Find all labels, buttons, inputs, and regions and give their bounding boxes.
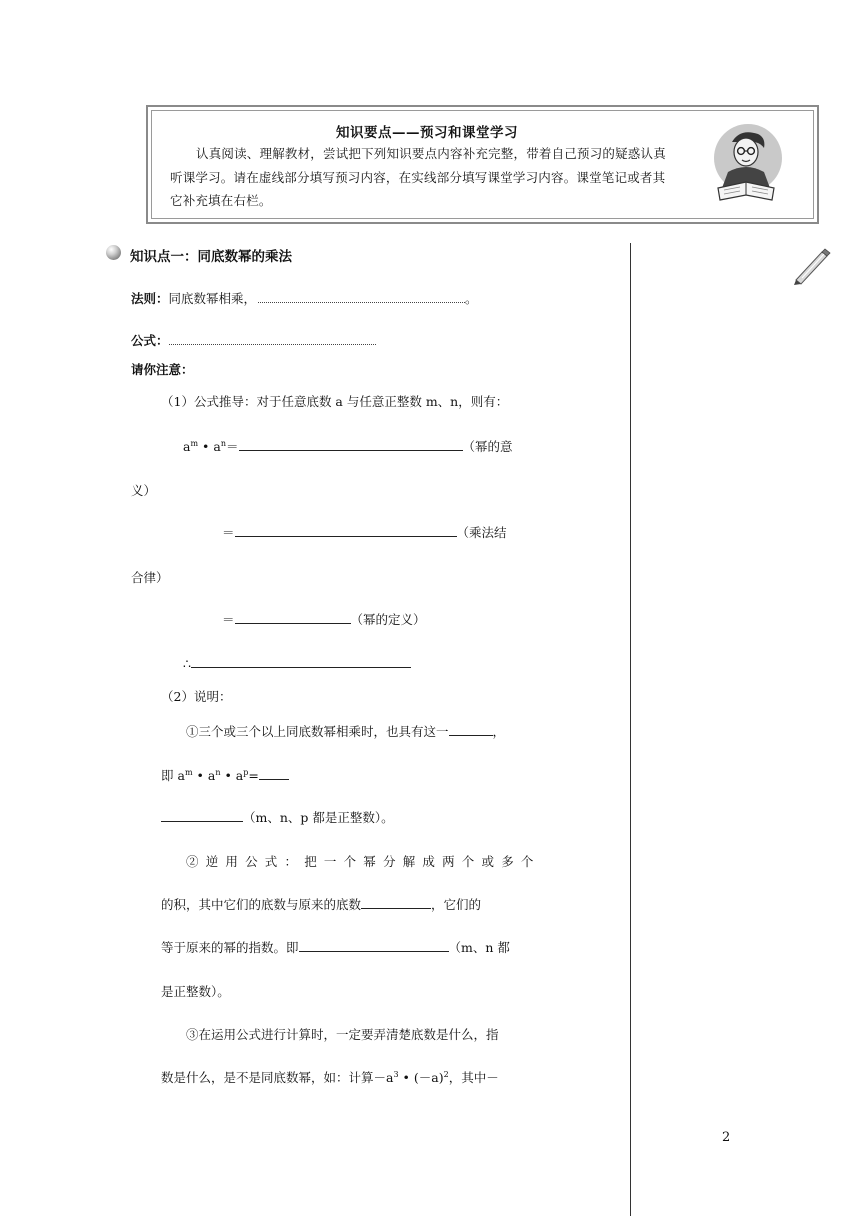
- page-number: 2: [722, 1130, 731, 1145]
- explain-p2-line1: ②逆用公式：把一个幂分解成两个或多个: [186, 854, 541, 869]
- knowledge-box-line-3: 它补充填在右栏。: [170, 193, 272, 208]
- column-divider: [630, 243, 631, 1216]
- expr-part: • a: [220, 768, 244, 783]
- exponent-m: m: [184, 768, 193, 777]
- p1-blank-3[interactable]: [161, 808, 243, 822]
- explain-title: （2）说明：: [161, 689, 232, 704]
- equals-sign: =: [248, 768, 259, 783]
- rule-label: 法则：: [131, 291, 169, 306]
- explain-p2-text: 的积，其中它们的底数与原来的底数: [161, 897, 362, 912]
- formula-label: 公式：: [131, 333, 169, 348]
- explain-p3-text: ，其中－: [448, 1070, 499, 1085]
- explain-p2-text: （m、n 都: [448, 940, 510, 955]
- explain-p3-line1: ③在运用公式进行计算时，一定要弄清楚底数是什么，指: [186, 1027, 499, 1042]
- explain-p2-line4: 是正整数）。: [161, 984, 230, 999]
- p1-blank-1[interactable]: [449, 722, 493, 736]
- exponent-m: m: [190, 439, 199, 448]
- exponent-n: n: [215, 768, 221, 777]
- explain-p2-text: ，它们的: [431, 897, 482, 912]
- derivation-step-3: [222, 610, 426, 628]
- explain-p2-text: 等于原来的幂的指数。即: [161, 940, 299, 955]
- explain-p2-line3: [161, 938, 510, 956]
- rule-text: 同底数幂相乘，: [168, 291, 257, 306]
- rule-line: [131, 289, 478, 307]
- base-a: a: [213, 439, 221, 454]
- base-a: a: [183, 439, 191, 454]
- exponent-n: n: [220, 439, 226, 448]
- therefore-line: [183, 654, 411, 671]
- derivation-step-2: [222, 523, 507, 541]
- step-1-note: （幂的意: [462, 439, 513, 454]
- step-2-note-wrap: 合律）: [131, 570, 169, 585]
- exponent-p: p: [243, 768, 249, 777]
- equals-sign: ＝: [225, 439, 239, 454]
- notes-title: 请你注意：: [131, 362, 194, 377]
- sphere-bullet-icon: [106, 245, 121, 260]
- expr-prefix: 即 a: [161, 768, 185, 783]
- explain-p1-text: ①三个或三个以上同底数幂相乘时，也具有这一: [186, 724, 449, 739]
- derivation-step-1: [183, 437, 513, 455]
- therefore-blank[interactable]: [191, 654, 411, 668]
- explain-p2-line2: [161, 895, 481, 913]
- knowledge-box-line-2: 听课学习。请在虚线部分填写预习内容，在实线部分填写课堂学习内容。课堂笔记或者其: [170, 170, 666, 185]
- explain-p1-line1: [186, 722, 505, 740]
- p2-blank-1[interactable]: [361, 895, 431, 909]
- step-2-blank[interactable]: [235, 523, 457, 537]
- explain-p1-tail: （m、n、p 都是正整数）。: [243, 810, 394, 825]
- knowledge-box-line-1: 认真阅读、理解教材，尝试把下列知识要点内容补充完整，带着自己预习的疑惑认真: [196, 146, 666, 161]
- section-heading: 知识点一：同底数幂的乘法: [130, 249, 292, 265]
- explain-p1-line2: [161, 766, 289, 784]
- rule-blank[interactable]: [258, 289, 465, 303]
- step-3-blank[interactable]: [235, 610, 351, 624]
- step-3-note: （幂的定义）: [350, 612, 426, 627]
- explain-p3-line2: [161, 1068, 499, 1086]
- p2-blank-2[interactable]: [299, 938, 449, 952]
- rule-end: 。: [465, 291, 478, 306]
- knowledge-box-title: 知识要点——预习和课堂学习: [336, 125, 518, 141]
- p1-blank-2[interactable]: [259, 766, 289, 780]
- step-2-note: （乘法结: [456, 525, 507, 540]
- explain-p1-line3: [161, 808, 394, 826]
- step-1-blank[interactable]: [239, 437, 463, 451]
- explain-p3-text: • (－a): [398, 1070, 444, 1085]
- explain-p3-text: 数是什么，是不是同底数幂，如：计算－a: [161, 1070, 394, 1085]
- multiply-dot: •: [198, 439, 214, 454]
- formula-blank[interactable]: [169, 331, 376, 345]
- student-reading-illustration: [706, 120, 788, 210]
- equals-sign: ＝: [222, 612, 235, 627]
- equals-sign: ＝: [222, 525, 235, 540]
- exponent-2: 2: [443, 1070, 449, 1079]
- step-1-note-wrap: 义）: [131, 483, 157, 498]
- derivation-intro: （1）公式推导：对于任意底数 a 与任意正整数 m、n，则有：: [161, 394, 509, 409]
- therefore-symbol: ∴: [183, 656, 191, 671]
- formula-line: [131, 331, 376, 349]
- comma: ，: [492, 724, 506, 739]
- exponent-3: 3: [393, 1070, 399, 1079]
- pen-icon: [790, 246, 832, 286]
- expr-part: • a: [192, 768, 216, 783]
